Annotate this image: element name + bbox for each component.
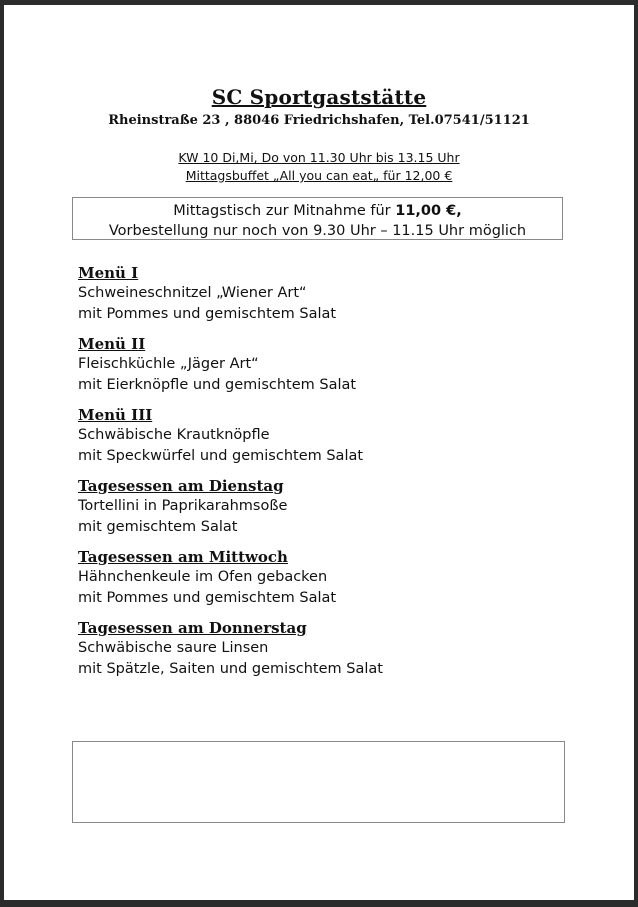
menu-sides: mit Pommes und gemischtem Salat xyxy=(78,306,337,322)
menu-dish: Schweineschnitzel „Wiener Art“ xyxy=(78,285,307,301)
menu-item xyxy=(78,476,598,538)
buffet-price: Mittagsbuffet „All you can eat„ für 12,00 € xyxy=(185,168,453,183)
restaurant-address: Rheinstraße 23 , 88046 Friedrichshafen, Tel.07541/51121 xyxy=(108,113,530,128)
menu-item xyxy=(78,263,598,325)
menu-dish: Fleischküchle „Jäger Art“ xyxy=(78,356,259,372)
menu-item xyxy=(78,405,598,467)
menu-list xyxy=(78,263,598,689)
menu-dish: Tortellini in Paprikarahmsoße xyxy=(78,498,288,514)
menu-heading: Menü II xyxy=(78,335,146,353)
takeaway-info-box xyxy=(72,197,563,240)
takeaway-price: 11,00 €, xyxy=(395,203,462,219)
menu-sides: mit Pommes und gemischtem Salat xyxy=(78,590,337,606)
menu-item xyxy=(78,547,598,609)
preorder-note: Vorbestellung nur noch von 9.30 Uhr – 11.15 Uhr möglich xyxy=(108,223,527,239)
menu-heading: Tagesessen am Mittwoch xyxy=(78,548,288,566)
menu-page xyxy=(4,5,634,900)
buffet-info xyxy=(4,149,634,185)
menu-dish: Schwäbische saure Linsen xyxy=(78,640,269,656)
empty-notes-box xyxy=(72,741,565,823)
menu-item xyxy=(78,334,598,396)
page-title: SC Sportgaststätte xyxy=(211,85,427,109)
menu-dish: Hähnchenkeule im Ofen gebacken xyxy=(78,569,328,585)
takeaway-price-line xyxy=(73,201,562,221)
menu-heading: Tagesessen am Donnerstag xyxy=(78,619,307,637)
menu-sides: mit gemischtem Salat xyxy=(78,519,238,535)
menu-sides: mit Eierknöpfle und gemischtem Salat xyxy=(78,377,357,393)
takeaway-label: Mittagstisch zur Mitnahme für xyxy=(173,203,396,219)
menu-heading: Menü III xyxy=(78,406,153,424)
menu-sides: mit Speckwürfel und gemischtem Salat xyxy=(78,448,364,464)
menu-sides: mit Spätzle, Saiten und gemischtem Salat xyxy=(78,661,383,677)
menu-heading: Tagesessen am Dienstag xyxy=(78,477,284,495)
buffet-schedule: KW 10 Di,Mi, Do von 11.30 Uhr bis 13.15 Uhr xyxy=(178,150,460,165)
menu-item xyxy=(78,618,598,680)
menu-heading: Menü I xyxy=(78,264,139,282)
menu-dish: Schwäbische Krautknöpfle xyxy=(78,427,270,443)
